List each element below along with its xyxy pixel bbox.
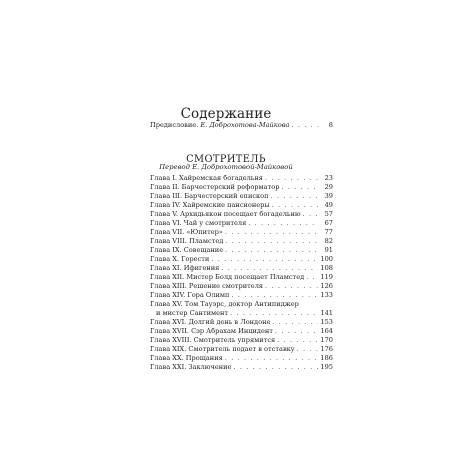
leader-dots (271, 192, 319, 201)
toc-entry-label: Глава XVII. Сэр Абрахам Инцидент (150, 327, 273, 335)
toc-entry-label: Глава XVIII. Смотритель упрямится (150, 336, 276, 344)
leader-dots (272, 318, 318, 327)
toc-entry-label: Глава IX. Совещание (150, 246, 224, 254)
toc-entry-chapter (150, 336, 333, 345)
toc-entry-chapter (150, 183, 333, 192)
leader-dots (233, 363, 318, 372)
toc-entry-chapter (150, 192, 333, 201)
leader-dots (230, 309, 318, 318)
leader-dots (225, 354, 319, 363)
toc-entry-chapter (150, 210, 333, 219)
toc-entry-page: 170 (320, 336, 333, 344)
toc-entry-chapter (150, 228, 333, 237)
toc-entry-page: 29 (324, 183, 333, 191)
toc-entry-chapter (150, 255, 333, 264)
toc-entry-label: Глава X. Горести (150, 255, 210, 263)
toc-entry-chapter (150, 363, 333, 372)
toc-entry-label: Глава VII. «Юпитер» (150, 228, 223, 236)
leader-dots (231, 291, 318, 300)
toc-entry-page: 176 (320, 345, 333, 353)
toc-entry-page: 82 (324, 237, 333, 245)
toc-entry-page: 133 (320, 291, 333, 299)
toc-entry-chapter (150, 291, 333, 300)
section-subtitle: Перевод Е. Доброхотовой-Майковой (159, 163, 293, 171)
toc-entry-label: Глава XVI. Долгий день в Лондоне (150, 318, 271, 326)
preface-label: Предисловие. (150, 121, 199, 129)
toc-entry-label: Глава XX. Прощания (150, 354, 223, 362)
toc-entry-label: Глава II. Барчестерский реформатор (150, 183, 280, 191)
toc-entry-page: 77 (324, 228, 333, 236)
toc-entry-page: 126 (320, 282, 333, 290)
leader-dots (275, 327, 318, 336)
toc-entry-label: Глава VI. Чай у смотрителя (150, 219, 247, 227)
toc-entry-chapter (150, 273, 333, 282)
toc-entry-label: Глава XIV. Гора Олимп (150, 291, 230, 299)
toc-entry-page: 23 (324, 174, 333, 182)
toc-entry-page: 195 (320, 363, 333, 371)
toc-entry-label: Глава XII. Мистер Болд посещает Пламстед (150, 273, 305, 281)
toc-entry-chapter (150, 282, 333, 291)
toc-entry-chapter (150, 174, 333, 183)
leader-dots (211, 255, 318, 264)
leader-dots (281, 183, 319, 192)
toc-entry-label (150, 121, 289, 130)
toc-entry-label: Глава XIX. Смотритель подает в отставку (150, 345, 295, 353)
leader-dots (225, 228, 319, 237)
toc-entry-page: 57 (324, 210, 333, 218)
toc-entry-page: 108 (320, 264, 333, 272)
toc-entry-page: 49 (324, 201, 333, 209)
toc-entry-chapter (150, 246, 333, 255)
toc-entry-preface (150, 121, 333, 130)
leader-dots (297, 345, 319, 354)
toc-entry-page: 100 (320, 255, 333, 263)
toc-entry-chapter (150, 219, 333, 228)
leader-dots (277, 336, 318, 345)
leader-dots (265, 174, 319, 183)
toc-entry-page: 164 (320, 327, 333, 335)
toc-entry-label-line1: Глава XV. Том Тауэрс, доктор Антипиджер (150, 300, 299, 308)
toc-entry-chapter (150, 201, 333, 210)
toc-entry-page: 8 (328, 121, 333, 129)
toc-entry-label: Глава I. Хайремская богадельня (150, 174, 263, 182)
toc-entry-chapter (150, 237, 333, 246)
toc-entry-page: 67 (324, 219, 333, 227)
toc-entry-page: 141 (320, 309, 333, 317)
toc-entry-chapter (150, 354, 333, 363)
toc-entry-label: Глава XXI. Заключение (150, 363, 232, 371)
leader-dots (272, 201, 319, 210)
section-title: СМОТРИТЕЛЬ (186, 154, 266, 165)
toc-entry-page: 91 (324, 246, 333, 254)
toc-entry-chapter (150, 318, 333, 327)
toc-entry-label: и мистер Сантимент (156, 309, 229, 317)
toc-entry-chapter (150, 264, 333, 273)
toc-entry-chapter (150, 327, 333, 336)
toc-entry-page: 39 (324, 192, 333, 200)
toc-entry-chapter (150, 345, 333, 354)
toc-entry-label: Глава XI. Ифигения (150, 264, 220, 272)
leader-dots (265, 282, 318, 291)
leader-dots (291, 121, 319, 130)
toc-entry-label: Глава III. Барчестерский епископ (150, 192, 269, 200)
toc-entry-page: 186 (320, 354, 333, 362)
toc-entry-label: Глава VIII. Пламстед (150, 237, 224, 245)
leader-dots (225, 246, 319, 255)
page-title: Содержание (180, 106, 272, 122)
toc-entry-label: Глава V. Архидьякон посещает богадельню (150, 210, 301, 218)
preface-author: Е. Доброхотова-Майкова (200, 121, 290, 129)
toc-entry-chapter (150, 309, 333, 318)
leader-dots (306, 273, 318, 282)
leader-dots (225, 237, 319, 246)
leader-dots (221, 264, 318, 273)
leader-dots (248, 219, 319, 228)
toc-entry-label: Глава XIII. Решение смотрителя (150, 282, 264, 290)
toc-entry-page: 119 (320, 273, 333, 281)
toc-entry-label: Глава IV. Хайремские пансионеры (150, 201, 270, 209)
leader-dots (303, 210, 319, 219)
toc-entry-page: 153 (320, 318, 333, 326)
